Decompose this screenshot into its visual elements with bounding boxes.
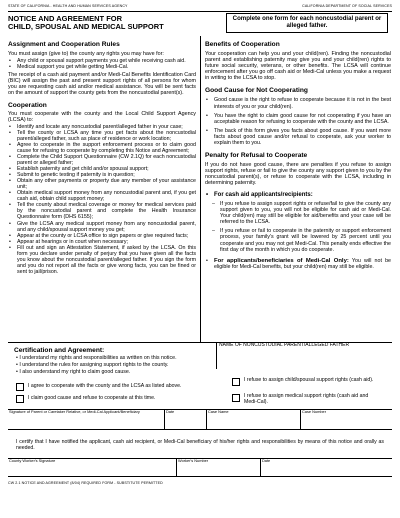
- worker-signature-field[interactable]: [9, 465, 174, 475]
- benefits-paragraph: Your cooperation can help you and your child(ren). Finding the noncustodial parent and establishing paternity may give you and your child(ren) rights to future social security, veterans, or other benefits. The LCSA will continue enforcement after you go off cash aid or Medi-Cal unless you make a request in writing to the LCSA to stop.: [205, 51, 391, 82]
- worker-date-field[interactable]: [262, 465, 390, 475]
- form-title-line1: NOTICE AND AGREEMENT FOR: [8, 14, 123, 23]
- list-item: • Any child or spousal support payments you get while receiving cash aid.: [8, 58, 196, 64]
- form-footer: CW 2.1 NOTICE AND AGREEMENT (8/04) REQUIRED FORM - SUBSTITUTE PERMITTED: [8, 481, 163, 485]
- agency-right: CALIFORNIA DEPARTMENT OF SOCIAL SERVICES: [302, 4, 392, 8]
- list-item: – If you refuse or fail to cooperate in the paternity or support enforcement process, your family's grant will be lowered by 25 percent until you cooperate and you may not get Medi-Cal. This penalty ends effective the first day of the month in which you do cooperate.: [211, 228, 391, 252]
- claim-good-cause-checkbox[interactable]: [16, 395, 24, 403]
- cash-list: [211, 201, 391, 252]
- agree-label: I agree to cooperate with the county and the LCSA as listed above.: [28, 383, 182, 389]
- case-number-label: Case Number: [302, 409, 327, 414]
- list-item: • Obtain any other payments or property due any member of your assistance unit;: [8, 178, 196, 190]
- list-item: • Give the LCSA any medical support money from any noncustodial parent, and any child/spousal support money you get;: [8, 221, 196, 233]
- list-item: • Establish paternity and get child and/or spousal support;: [8, 166, 196, 172]
- noncustodial-name-field[interactable]: [219, 351, 387, 367]
- medical-list: [205, 258, 391, 270]
- refuse-medical-label: I refuse to assign medical support rights (cash aid and Medi-Cal).: [244, 393, 369, 405]
- list-item: • Obtain medical support money from any noncustodial parent and, if you get cash aid, obtain child support money;: [8, 190, 196, 202]
- list-item: [205, 258, 391, 270]
- certification-heading: Certification and Agreement:: [14, 347, 105, 354]
- cooperation-heading: Cooperation: [8, 101, 47, 109]
- benefits-heading: Benefits of Cooperation: [205, 41, 280, 48]
- list-item: • You have the right to claim good cause for not cooperating if you have an acceptable reason for refusing to cooperate with the county and the LCSA.: [205, 113, 391, 125]
- date-label: Date: [166, 409, 175, 414]
- refuse-medical-checkbox[interactable]: [232, 394, 240, 402]
- bic-paragraph: The receipt of a cash aid payment and/or Medi-Cal Benefits Identification Card (BIC) will assign the past and present support rights of all persons for whom you are requesting cash aid and/or medical assistance. You will be sent facts on the amount of support the county gets from the noncustodial parent(s).: [8, 72, 196, 97]
- assign-list: [8, 58, 196, 70]
- penalty-paragraph: If you do not have good cause, there are penalties if you refuse to assign support rights, refuse or fail to give the county any support given to you by the noncustodial parent(s), or refuse to cooperate with the LCSA, including in determining paternity.: [205, 161, 391, 187]
- penalty-heading: Penalty for Refusal to Cooperate: [205, 151, 308, 159]
- worker-date-label: Date: [262, 458, 271, 463]
- list-item: • Agree to cooperate in the support enforcement process or to claim good cause for refusing to cooperate by completing this Notice and Agreement;: [8, 142, 196, 154]
- worker-signature-label: County Worker's Signature: [9, 458, 56, 463]
- list-item: • Complete the Child Support Questionnaire (CW 2.1Q) for each noncustodial parent or alleged father;: [8, 154, 196, 166]
- good-cause-list: [205, 97, 391, 145]
- assignment-intro: You must assign (give to) the county any rights you may have for:: [8, 51, 164, 57]
- list-item: • Appear at hearings or in court when necessary;: [8, 239, 196, 245]
- list-item: • Tell the county about medical coverage or money for medical services paid by the noncustodial parent and complete the Health Insurance Questionnaire form (DHS 6155);: [8, 202, 196, 220]
- refuse-cash-label: I refuse to assign child/spousal support rights (cash aid).: [244, 377, 374, 383]
- worker-number-label: Worker's Number: [178, 458, 209, 463]
- good-cause-heading: Good Cause for Not Cooperating: [205, 87, 308, 95]
- statement-1: • I understand my rights and responsibilities as written on this notice.: [16, 355, 177, 361]
- signature-label: Signature of Parent or Caretaker Relative, or Medi-Cal Applicant/Beneficiary: [9, 409, 140, 414]
- list-item: • Medical support you get while getting Medi-Cal.: [8, 64, 196, 70]
- date-field[interactable]: [166, 419, 204, 428]
- cash-heading: • For cash aid applicants/recipients:: [205, 192, 391, 198]
- cooperation-list: [8, 124, 196, 275]
- case-name-label: Case Name: [208, 409, 229, 414]
- list-item: – If you refuse to assign support rights or refuse/fail to give the county any support given to you, you will not be eligible for cash aid or Medi-Cal. Your child(ren) may still be eligible for aid/benefits and your case will be referred to the LCSA.: [211, 201, 391, 225]
- claim-good-cause-label: I claim good cause and refuse to cooperate at this time.: [28, 395, 156, 401]
- list-item: • Identify and locate any noncustodial parent/alleged father in your case;: [8, 124, 196, 130]
- noncustodial-name-label: NAME OF NONCUSTODIAL PARENT/ALLEGED FATHER: [219, 342, 350, 348]
- notice-box: [226, 13, 388, 33]
- list-item: • The back of this form gives you facts about good cause. If you want more facts about good cause and/or refusal to cooperate, ask your worker to explain them to you.: [205, 128, 391, 146]
- case-number-field[interactable]: [302, 419, 390, 428]
- list-item: • Tell the county or LCSA any time you get facts about the noncustodial parent/alleged father, such as place of residence or work location;: [8, 130, 196, 142]
- cooperation-intro: You must cooperate with the county and the Local Child Support Agency (LCSA) to:: [8, 110, 196, 123]
- agency-left: STATE OF CALIFORNIA - HEALTH AND HUMAN SERVICES AGENCY: [8, 4, 128, 8]
- list-item: • Submit to genetic testing if paternity is in question;: [8, 172, 196, 178]
- statement-2: • I understand the rules for assigning support rights to the county.: [16, 362, 169, 368]
- worker-number-field[interactable]: [178, 465, 258, 475]
- cash-heading-list: [205, 192, 391, 198]
- worker-certification: I certify that I have notified the applicant, cash aid recipient, or Medi-Cal beneficiary of his/her rights and responsibilities by means of this notice and orally as needed.: [16, 439, 384, 451]
- list-item: • Fill out and sign an Attestation Statement, if asked by the LCSA. On this form you declare under penalty of perjury that you have given all the facts you know about the noncustodial parent/alleged father. If you sign the form and you do not report all the facts or give wrong facts, you can be fined or sent to jail/prison.: [8, 245, 196, 275]
- refuse-cash-checkbox[interactable]: [232, 378, 240, 386]
- statement-3: • I also understand my right to claim good cause.: [16, 369, 131, 375]
- agree-checkbox[interactable]: [16, 383, 24, 391]
- assignment-heading: Assignment and Cooperation Rules: [8, 41, 120, 48]
- list-item: • Appear at the county or LCSA office to sign papers or give required facts;: [8, 233, 196, 239]
- form-title-line2: CHILD, SPOUSAL AND MEDICAL SUPPORT: [8, 22, 164, 31]
- medical-text: You will not be eligible for Medi-Cal benefits, but your child(ren) may still be eligible.: [214, 257, 391, 270]
- notice-box-text: Complete one form for each noncustodial parent or alleged father.: [232, 15, 382, 29]
- medical-heading: For applicants/beneficiaries of Medi-Cal Only:: [214, 257, 349, 264]
- right-column: [205, 41, 391, 270]
- left-column: [8, 41, 196, 275]
- list-item: • Good cause is the right to refuse to cooperate because it is not in the best interests of you or your child(ren).: [205, 97, 391, 109]
- signature-field[interactable]: [9, 419, 161, 428]
- case-name-field[interactable]: [208, 419, 298, 428]
